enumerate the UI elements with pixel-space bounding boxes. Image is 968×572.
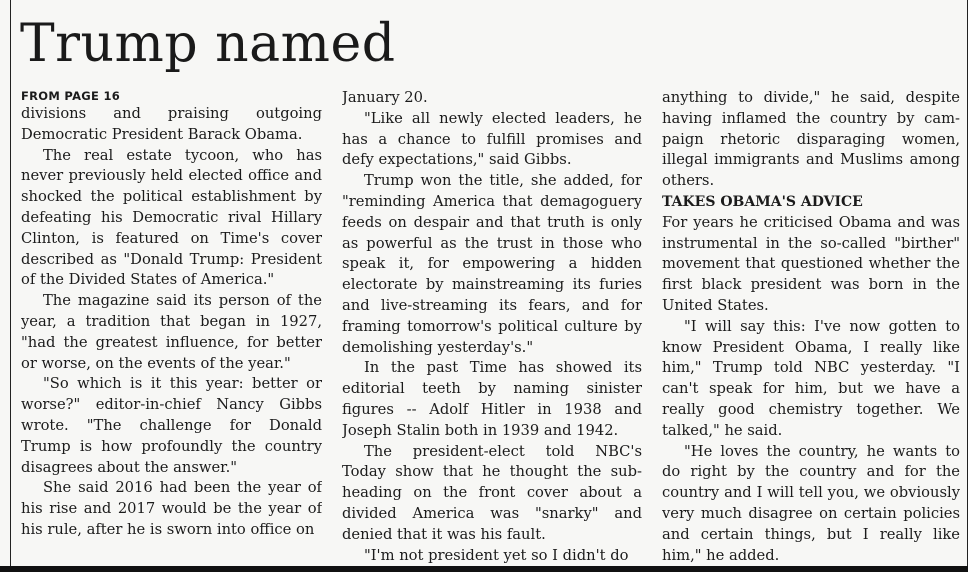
paragraph: divisions and praising outgoing Democratic President Barack Obama.: [21, 105, 322, 143]
paragraph: The president-elect told NBC's Today show that he thought the subheading on the front cover about a divided America was "snarky" and denied that it was his fault.: [342, 442, 642, 543]
subheading: TAKES OBAMA'S ADVICE: [662, 193, 863, 210]
paragraph: The magazine said its person of the year, a tradition that began in 1927, "had the greatest influence, for better or worse, on the events of the year.": [21, 292, 322, 372]
paragraph: The real estate tycoon, who has never previously held elected office and shocked the political establishment by defeating his Democratic rival Hillary Clinton, is featured on Time's cover described as "Donald Trump: President of the Divided States of America.": [21, 146, 322, 289]
paragraph: "I'm not president yet so I didn't do: [364, 546, 629, 564]
paragraph: "I will say this: I've now gotten to know President Obama, I really like him," Trump told NBC yesterday. "I can't speak for him, but we have a really good chemistry together. We talked," he said.: [662, 317, 960, 439]
paragraph: In the past Time has showed its editorial teeth by naming sinister figures -- Adolf Hitler in 1938 and Joseph Stalin both in 1939 and 1942.: [342, 359, 642, 439]
paragraph: "He loves the country, he wants to do right by the country and for the country and I will tell you, we obviously very much disagree on certain policies and certain things, but I really like him," he added.: [662, 442, 960, 564]
paragraph: anything to divide," he said, despite having inflamed the country by campaign rhetoric disparaging women, illegal immigrants and Muslims among others.: [662, 89, 960, 190]
paragraph: "So which is it this year: better or worse?" editor-in-chief Nancy Gibbs wrote. "The challenge for Donald Trump is how profoundly the country disagrees about the answer.": [21, 375, 322, 476]
headline: Trump named: [20, 14, 396, 74]
paragraph: She said 2016 had been the year of his rise and 2017 would be the year of his rule, after he is sworn into office on: [21, 479, 322, 538]
paragraph: January 20.: [342, 89, 428, 106]
paragraph: "Like all newly elected leaders, he has a chance to fulfill promises and defy expectations," said Gibbs.: [342, 109, 642, 169]
article-column-2: [342, 88, 642, 564]
jump-line: FROM PAGE 16: [21, 89, 121, 103]
page-bottom-rule: [0, 566, 968, 572]
article-column-3: [662, 88, 960, 564]
article-column-1: [21, 88, 322, 564]
paragraph: For years he criticised Obama and was instrumental in the so-called "birther" movement that questioned whether the first black president was born in the United States.: [662, 213, 960, 314]
paragraph: Trump won the title, she added, for "reminding America that demagoguery feeds on despair and that truth is only as powerful as the trust in those who speak it, for empowering a hidden electorate by mainstreaming its furies and live-streaming its fears, and for framing tomorrow's political culture by demolishing yesterday's.": [342, 172, 642, 356]
